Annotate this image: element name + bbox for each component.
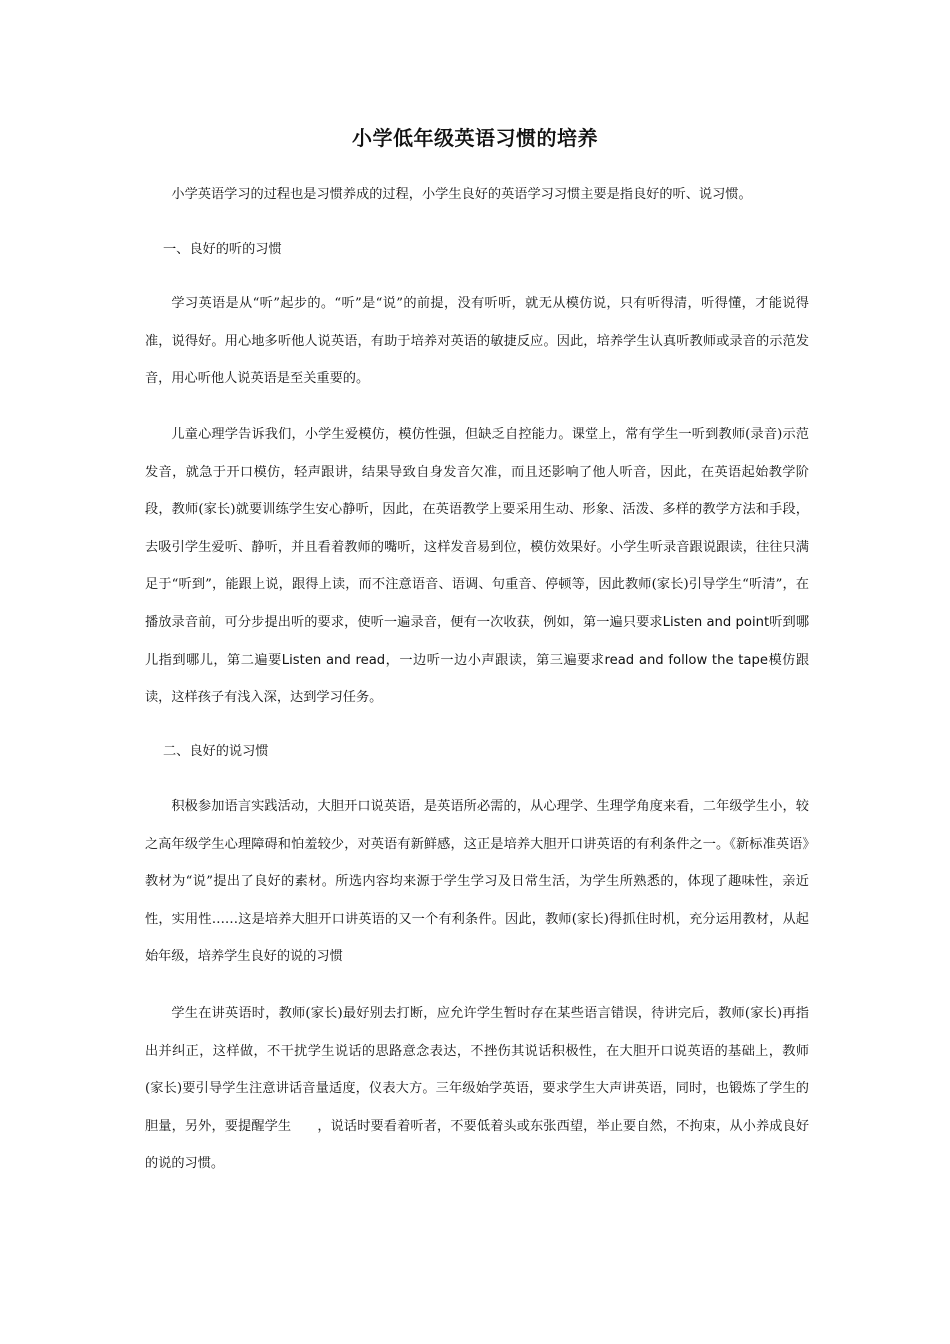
- paragraph-text: 儿童心理学告诉我们，小学生爱模仿，模仿性强，但缺乏自控能力。课堂上，常有学生一听到教师(录音)示范发音，就急于开口模仿，轻声跟讲，结果导致自身发音欠准，而且还影响了他人听音，因此，在英语起始教学阶段，教师(家长)就要训练学生安心静听，因此，在英语教学上要采用生动、形象、活泼、多样的教学方法和手段，去吸引学生爱听、静听，并且看着教师的嘴听，这样发音易到位，模仿效果好。小学生听录音跟说跟读，往往只满足于“听到”，能跟上说，跟得上读，而不注意语音、语调、句重音、停顿等，因此教师(家长)引导学生“听清”，在播放录音前，可分步提出听的要求，使听一遍录音，便有一次收获，例如，第一遍只要求: [145, 427, 809, 630]
- paragraph-text: 模仿跟读，这样孩子有浅入深，达到学习任务。: [145, 652, 810, 706]
- paragraph-text: 听到哪儿指到哪儿，第二遍要: [145, 614, 810, 668]
- paragraph-text: ，一边听一边小声跟读，第三遍要求: [385, 652, 605, 668]
- speaking-paragraph-1: 积极参加语言实践活动，大胆开口说英语，是英语所必需的，从心理学、生理学角度来看，二年级学生小，较之高年级学生心理障碍和怕羞较少，对英语有新鲜感，这正是培养大胆开口讲英语的有利条件之一。《新标准英语》教材为“说”提出了良好的素材。所选内容均来源于学生学习及日常生活，为学生所熟悉的，体现了趣味性，亲近性，实用性……这是培养大胆开口讲英语的又一个有利条件。因此，教师(家长)得抓住时机，充分运用教材，从起始年级，培养学生良好的说的习惯: [145, 799, 809, 965]
- speaking-paragraph-2: [145, 995, 809, 1183]
- english-phrase: Listen and point: [662, 614, 770, 630]
- english-phrase: read and follow the tape: [604, 652, 768, 668]
- paragraph-text: ，说话时要看着听者，不要低着头或东张西望，举止要自然，不拘束，从小养成良好的说的习惯。: [145, 1118, 810, 1172]
- section-heading-speaking: 二、良好的说习惯: [163, 744, 269, 759]
- listening-paragraph-2: [145, 416, 809, 717]
- document-title: 小学低年级英语习惯的培养: [352, 126, 598, 150]
- section-heading-listening: 一、良好的听的习惯: [163, 242, 282, 257]
- paragraph-text: 学生在讲英语时，教师(家长)最好别去打断，应允许学生暂时存在某些语言错误，待讲完后，教师(家长)再指出并纠正，这样做，不干扰学生说话的思路意念表达，不挫伤其说话积极性，在大胆开口说英语的基础上，教师(家长)要引导学生注意讲话音量适度，仪表大方。三年级始学英语，要求学生大声讲英语，同时，也锻炼了学生的胆量，另外，要提醒学生: [145, 1006, 809, 1134]
- english-phrase: Listen and read: [281, 652, 386, 668]
- listening-paragraph-1: 学习英语是从“听”起步的。“听”是“说”的前提，没有听听，就无从模仿说，只有听得清，听得懂，才能说得准，说得好。用心地多听他人说英语，有助于培养对英语的敏捷反应。因此，培养学生认真听教师或录音的示范发音，用心听他人说英语是至关重要的。: [145, 296, 809, 387]
- intro-paragraph: 小学英语学习的过程也是习惯养成的过程，小学生良好的英语学习习惯主要是指良好的听、说习惯。: [171, 187, 752, 202]
